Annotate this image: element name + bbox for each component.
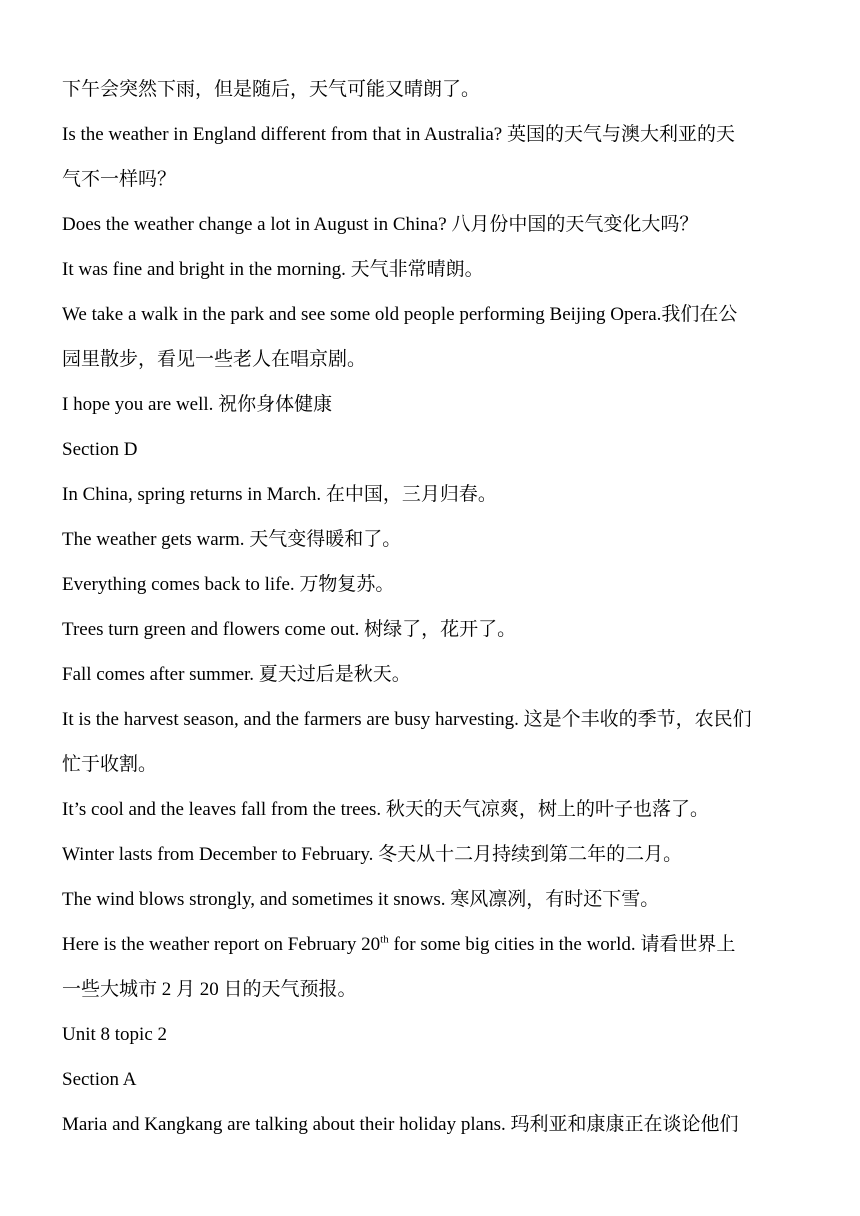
text-segment: for some big cities in the world. 请看世界上 bbox=[388, 934, 736, 955]
text-line: Winter lasts from December to February. 冬天从十二月持续到第二年的二月。 bbox=[62, 844, 683, 865]
text-line: Is the weather in England different from that in Australia? 英国的天气与澳大利亚的天 bbox=[62, 124, 735, 145]
text-line: 一些大城市 2 月 20 日的天气预报。 bbox=[62, 979, 357, 1000]
section-heading: Section A bbox=[62, 1069, 137, 1090]
text-line: The wind blows strongly, and sometimes it snows. 寒风凛冽，有时还下雪。 bbox=[62, 889, 660, 910]
text-line: It is the harvest season, and the farmers are busy harvesting. 这是个丰收的季节，农民们 bbox=[62, 709, 752, 730]
section-heading: Section D bbox=[62, 439, 138, 460]
text-line: In China, spring returns in March. 在中国，三月归春。 bbox=[62, 484, 497, 505]
text-line: It’s cool and the leaves fall from the trees. 秋天的天气凉爽，树上的叶子也落了。 bbox=[62, 799, 709, 820]
text-line: 忙于收割。 bbox=[62, 754, 158, 775]
text-line: It was fine and bright in the morning. 天气非常晴朗。 bbox=[62, 259, 484, 280]
text-line: The weather gets warm. 天气变得暖和了。 bbox=[62, 529, 402, 550]
text-line: Fall comes after summer. 夏天过后是秋天。 bbox=[62, 664, 411, 685]
text-line: Trees turn green and flowers come out. 树绿了，花开了。 bbox=[62, 619, 517, 640]
text-line: 园里散步，看见一些老人在唱京剧。 bbox=[62, 349, 367, 370]
text-line bbox=[62, 922, 804, 967]
text-line: 气不一样吗？ bbox=[62, 169, 177, 190]
text-line: Does the weather change a lot in August in China? 八月份中国的天气变化大吗？ bbox=[62, 214, 699, 235]
document-page bbox=[62, 67, 804, 1147]
text-segment: Here is the weather report on February 20 bbox=[62, 934, 381, 955]
text-line: 下午会突然下雨，但是随后，天气可能又晴朗了。 bbox=[62, 79, 481, 100]
text-line: Everything comes back to life. 万物复苏。 bbox=[62, 574, 395, 595]
superscript: th bbox=[380, 933, 389, 946]
unit-heading: Unit 8 topic 2 bbox=[62, 1024, 168, 1045]
text-line: We take a walk in the park and see some old people performing Beijing Opera.我们在公 bbox=[62, 304, 738, 325]
text-line: Maria and Kangkang are talking about their holiday plans. 玛利亚和康康正在谈论他们 bbox=[62, 1114, 739, 1135]
text-line: I hope you are well. 祝你身体健康 bbox=[62, 394, 333, 415]
